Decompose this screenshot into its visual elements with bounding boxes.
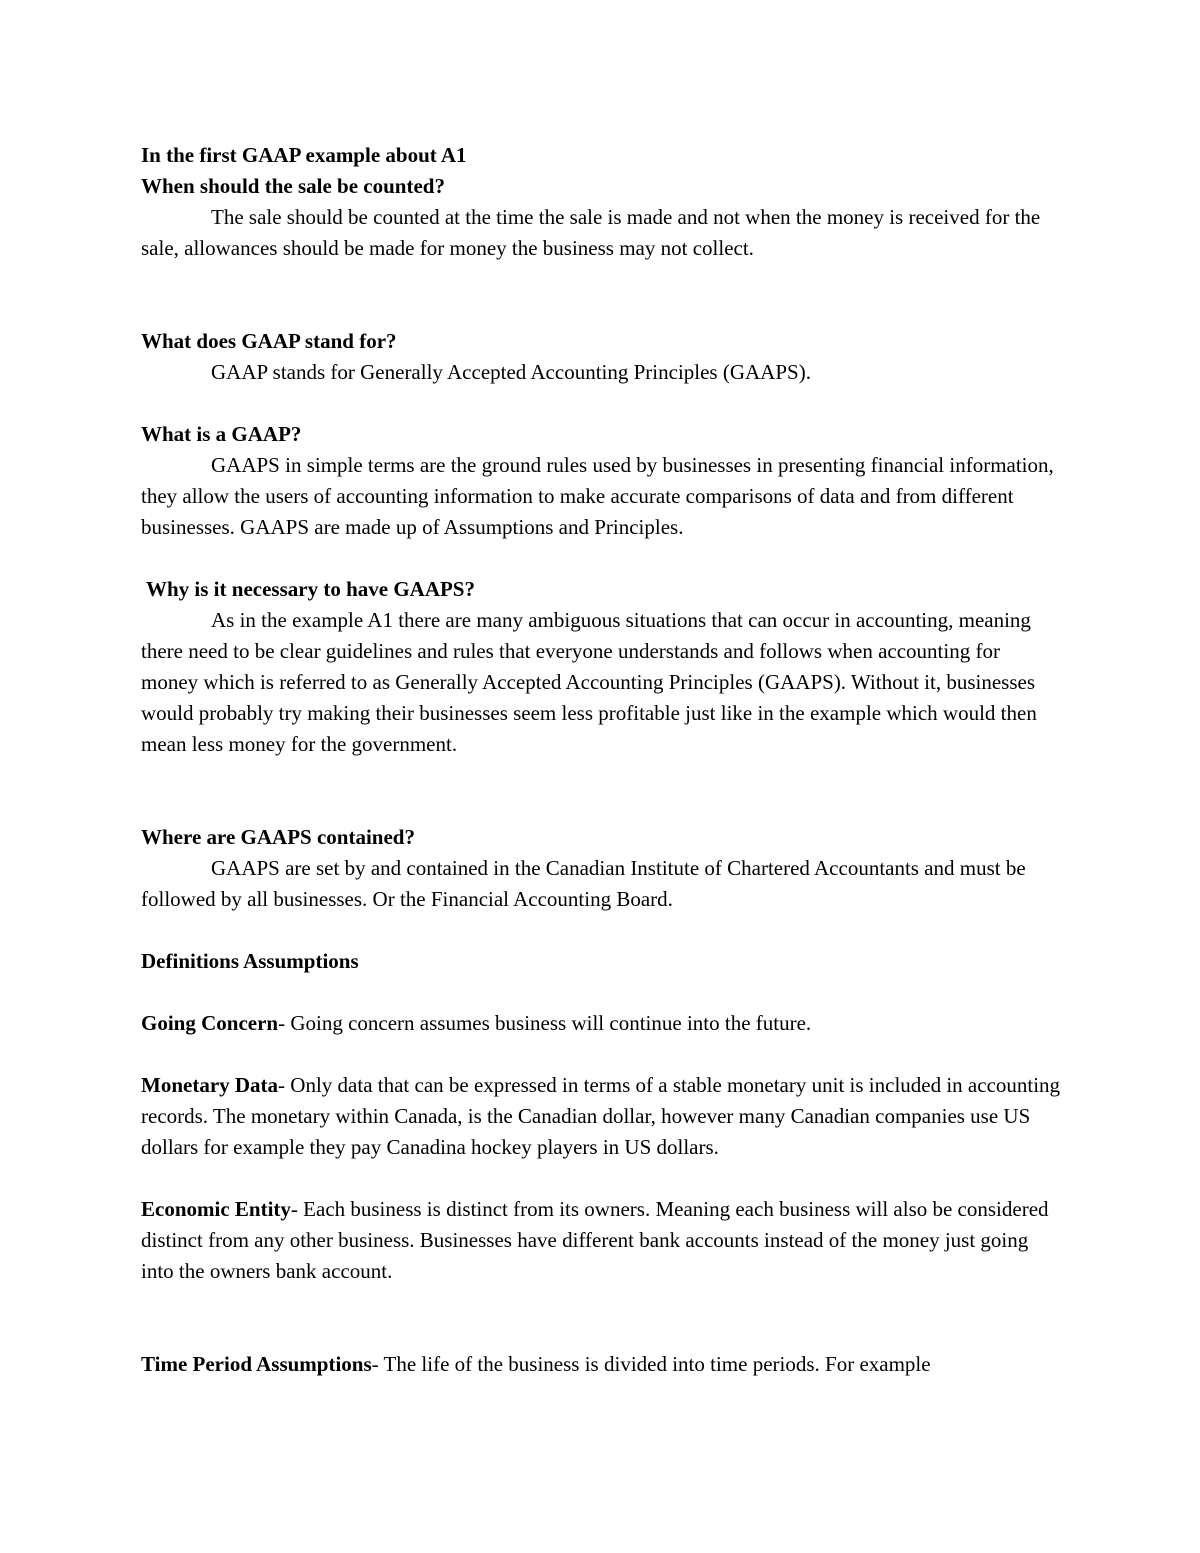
spacer	[141, 915, 1061, 946]
definition-monetary-data	[141, 1070, 1061, 1163]
spacer	[141, 977, 1061, 1008]
definitions-heading: Definitions Assumptions	[141, 949, 359, 973]
question-gaap-stand-for: What does GAAP stand for?	[141, 329, 397, 353]
spacer	[141, 1287, 1061, 1349]
definition-economic-entity	[141, 1194, 1061, 1287]
spacer	[141, 388, 1061, 419]
section-title: In the first GAAP example about A1	[141, 143, 467, 167]
spacer	[141, 264, 1061, 326]
definition-going-concern	[141, 1008, 1061, 1039]
definition-text: - Only data that can be expressed in terms of a stable monetary unit is included in accounting records. The monetary within Canada, is the Canadian dollar, however many Canadian companies use US dollars for example they pay Canadina hockey players in US dollars.	[141, 1073, 1061, 1159]
definition-term: Economic Entity	[141, 1197, 291, 1221]
question-what-is-gaap: What is a GAAP?	[141, 422, 302, 446]
definition-term: Monetary Data	[141, 1073, 279, 1097]
answer-why-necessary: As in the example A1 there are many ambiguous situations that can occur in accounting, meaning there need to be clear guidelines and rules that everyone understands and follows when accounting for money which is referred to as Generally Accepted Accounting Principles (GAAPS). Without it, businesses would probably try making their businesses seem less profitable just like in the example which would then mean less money for the government.	[141, 608, 1037, 756]
answer-what-is-gaap: GAAPS in simple terms are the ground rules used by businesses in presenting financial information, they allow the users of accounting information to make accurate comparisons of data and from different businesses. GAAPS are made up of Assumptions and Principles.	[141, 453, 1054, 539]
answer-where-contained: GAAPS are set by and contained in the Canadian Institute of Chartered Accountants and must be followed by all businesses. Or the Financial Accounting Board.	[141, 856, 1026, 911]
answer-sale-counted: The sale should be counted at the time the sale is made and not when the money is received for the sale, allowances should be made for money the business may not collect.	[141, 205, 1041, 260]
definition-text: - Going concern assumes business will continue into the future.	[278, 1011, 812, 1035]
document-page	[141, 140, 1061, 1380]
definition-time-period	[141, 1349, 1061, 1380]
spacer	[141, 543, 1061, 574]
definition-term: Time Period Assumptions	[141, 1352, 372, 1376]
question-why-necessary: Why is it necessary to have GAAPS?	[146, 577, 475, 601]
spacer	[141, 1163, 1061, 1194]
spacer	[141, 1039, 1061, 1070]
definition-term: Going Concern	[141, 1011, 279, 1035]
answer-gaap-stand-for: GAAP stands for Generally Accepted Accounting Principles (GAAPS).	[211, 360, 811, 384]
definition-text: - The life of the business is divided into time periods. For example	[371, 1352, 931, 1376]
definition-text: - Each business is distinct from its owners. Meaning each business will also be considered distinct from any other business. Businesses have different bank accounts instead of the money just going into the owners bank account.	[141, 1197, 1049, 1283]
spacer	[141, 760, 1061, 822]
question-sale-counted: When should the sale be counted?	[141, 174, 445, 198]
question-where-contained: Where are GAAPS contained?	[141, 825, 415, 849]
